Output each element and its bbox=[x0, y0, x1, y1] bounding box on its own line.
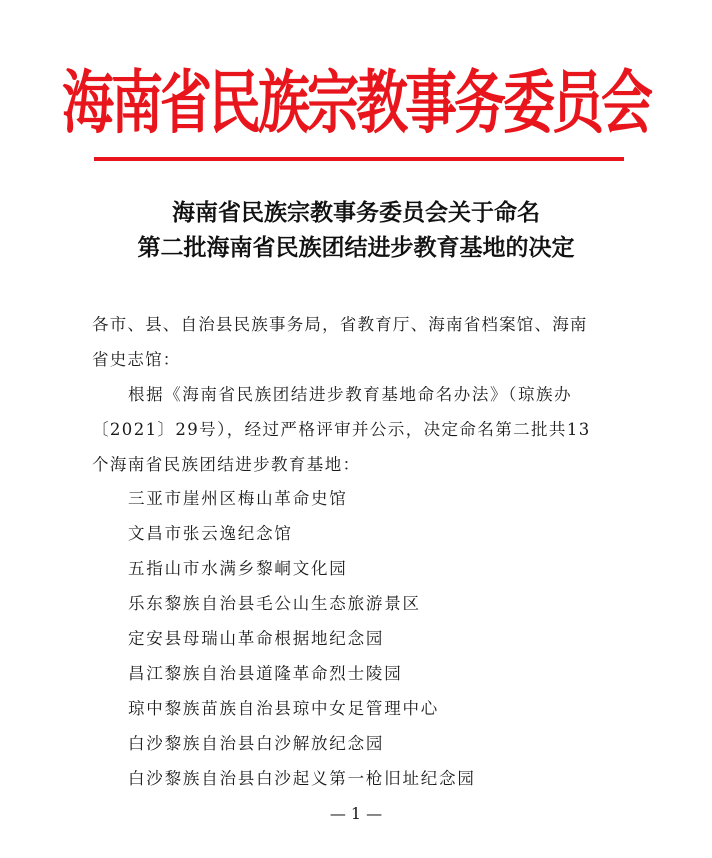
list-item: 乐东黎族自治县毛公山生态旅游景区 bbox=[128, 594, 421, 613]
body-paragraph-line-2: 〔2021〕29号），经过严格评审并公示，决定命名第二批共13 bbox=[92, 420, 591, 439]
body-paragraph-line-3: 个海南省民族团结进步教育基地： bbox=[92, 455, 361, 474]
red-divider-line bbox=[94, 157, 624, 161]
list-item: 白沙黎族自治县白沙解放纪念园 bbox=[128, 734, 385, 753]
education-base-list bbox=[128, 488, 476, 803]
body-paragraph-line-1: 根据《海南省民族团结进步教育基地命名办法》（琼族办 bbox=[128, 385, 573, 404]
addressee-line-2: 省史志馆： bbox=[92, 350, 181, 369]
list-item: 昌江黎族自治县道隆革命烈士陵园 bbox=[128, 664, 403, 683]
list-item: 定安县母瑞山革命根据地纪念园 bbox=[128, 629, 385, 648]
document-title-line-1: 海南省民族宗教事务委员会关于命名 bbox=[172, 199, 540, 226]
document-title-line-2: 第二批海南省民族团结进步教育基地的决定 bbox=[137, 234, 575, 261]
list-item: 三亚市崖州区梅山革命史馆 bbox=[128, 489, 348, 508]
page-number: — 1 — bbox=[329, 804, 383, 823]
list-item: 琼中黎族苗族自治县琼中女足管理中心 bbox=[128, 699, 440, 718]
list-item: 文昌市张云逸纪念馆 bbox=[128, 524, 293, 543]
list-item: 五指山市水满乡黎峒文化园 bbox=[128, 559, 348, 578]
issuer-masthead: 海南省民族宗教事务委员会 bbox=[61, 63, 650, 144]
addressee-line-1: 各市、县、自治县民族事务局，省教育厅、海南省档案馆、海南 bbox=[92, 315, 588, 334]
list-item: 白沙黎族自治县白沙起义第一枪旧址纪念园 bbox=[128, 769, 476, 788]
